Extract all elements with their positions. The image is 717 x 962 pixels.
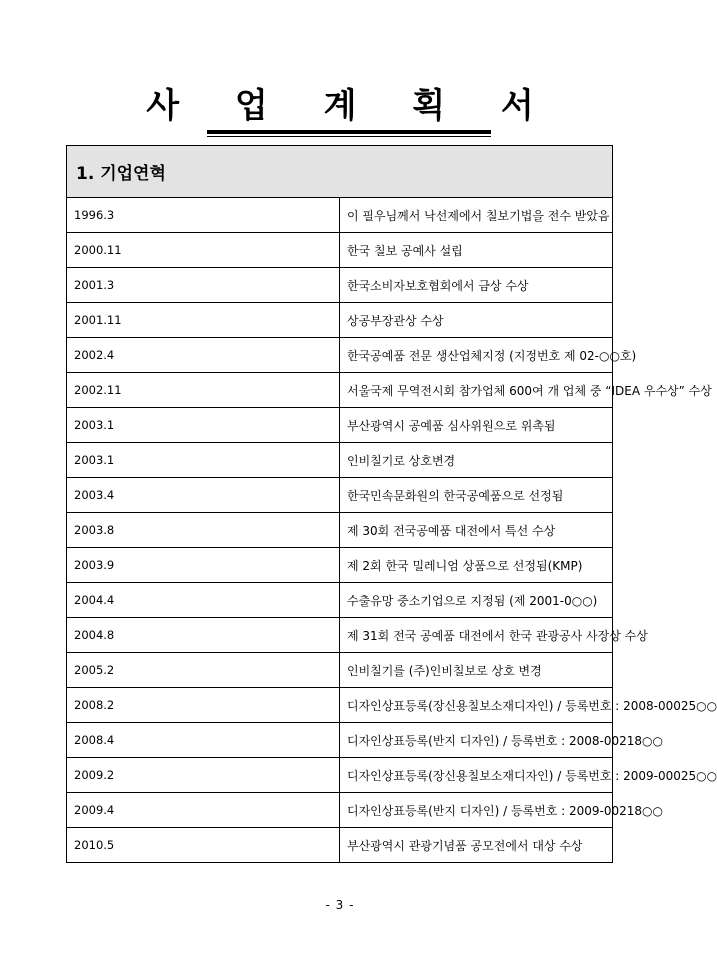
history-row [67,268,613,303]
history-event: 디자인상표등록(반지 디자인) / 등록번호 : 2008-00218○○ [340,723,613,758]
history-row [67,828,613,863]
history-date: 2001.3 [67,268,340,303]
history-row [67,688,613,723]
history-event: 이 필우님께서 낙선제에서 칠보기법을 전수 받았음 [340,198,613,233]
history-event: 상공부장관상 수상 [340,303,613,338]
history-row [67,513,613,548]
history-event: 한국민속문화원의 한국공예품으로 선정됨 [340,478,613,513]
history-date: 2008.4 [67,723,340,758]
history-event: 한국공예품 전문 생산업체지정 (지정번호 제 02-○○호) [340,338,613,373]
history-date: 2010.5 [67,828,340,863]
history-event: 부산광역시 공예품 심사위원으로 위촉됨 [340,408,613,443]
history-row [67,653,613,688]
history-date: 2009.2 [67,758,340,793]
history-row [67,548,613,583]
history-date: 2004.8 [67,618,340,653]
history-row [67,478,613,513]
history-row [67,443,613,478]
history-date: 2002.11 [67,373,340,408]
history-event: 제 31회 전국 공예품 대전에서 한국 관광공사 사장상 수상 [340,618,613,653]
history-event: 인비칠기로 상호변경 [340,443,613,478]
section-header-row [67,146,613,198]
history-date: 2003.4 [67,478,340,513]
document-title: 사 업 계 획 서 [146,86,556,126]
history-event: 제 30회 전국공예품 대전에서 특선 수상 [340,513,613,548]
history-row [67,758,613,793]
company-history-table [66,145,717,863]
history-date: 2009.4 [67,793,340,828]
history-date: 2003.1 [67,408,340,443]
history-date: 2003.1 [67,443,340,478]
history-date: 2008.2 [67,688,340,723]
section-heading: 1. 기업연혁 [67,146,613,198]
history-date: 2002.4 [67,338,340,373]
history-date: 2004.4 [67,583,340,618]
history-event: 수출유망 중소기업으로 지정됨 (제 2001-0○○) [340,583,613,618]
history-row [67,303,613,338]
history-event: 디자인상표등록(반지 디자인) / 등록번호 : 2009-00218○○ [340,793,613,828]
history-event: 인비칠기를 (주)인비칠보로 상호 변경 [340,653,613,688]
history-event: 디자인상표등록(장신용칠보소재디자인) / 등록번호 : 2008-00025○○ [340,688,613,723]
history-row [67,233,613,268]
history-event: 한국소비자보호협회에서 금상 수상 [340,268,613,303]
history-event: 부산광역시 관광기념품 공모전에서 대상 수상 [340,828,613,863]
history-event: 서울국제 무역전시회 참가업체 600여 개 업체 중 “IDEA 우수상” 수상 [340,373,613,408]
title-underline [207,130,491,137]
history-row [67,793,613,828]
history-date: 2003.9 [67,548,340,583]
history-event: 한국 칠보 공예사 설립 [340,233,613,268]
history-date: 2005.2 [67,653,340,688]
history-event: 제 2회 한국 밀레니엄 상품으로 선정됨(KMP) [340,548,613,583]
history-row [67,618,613,653]
history-row [67,723,613,758]
history-row [67,583,613,618]
history-date: 2001.11 [67,303,340,338]
history-row [67,338,613,373]
history-row [67,373,613,408]
page-number: - 3 - [325,898,355,912]
history-date: 1996.3 [67,198,340,233]
history-row [67,408,613,443]
history-row [67,198,613,233]
history-date: 2003.8 [67,513,340,548]
history-event: 디자인상표등록(장신용칠보소재디자인) / 등록번호 : 2009-00025○○ [340,758,613,793]
history-date: 2000.11 [67,233,340,268]
